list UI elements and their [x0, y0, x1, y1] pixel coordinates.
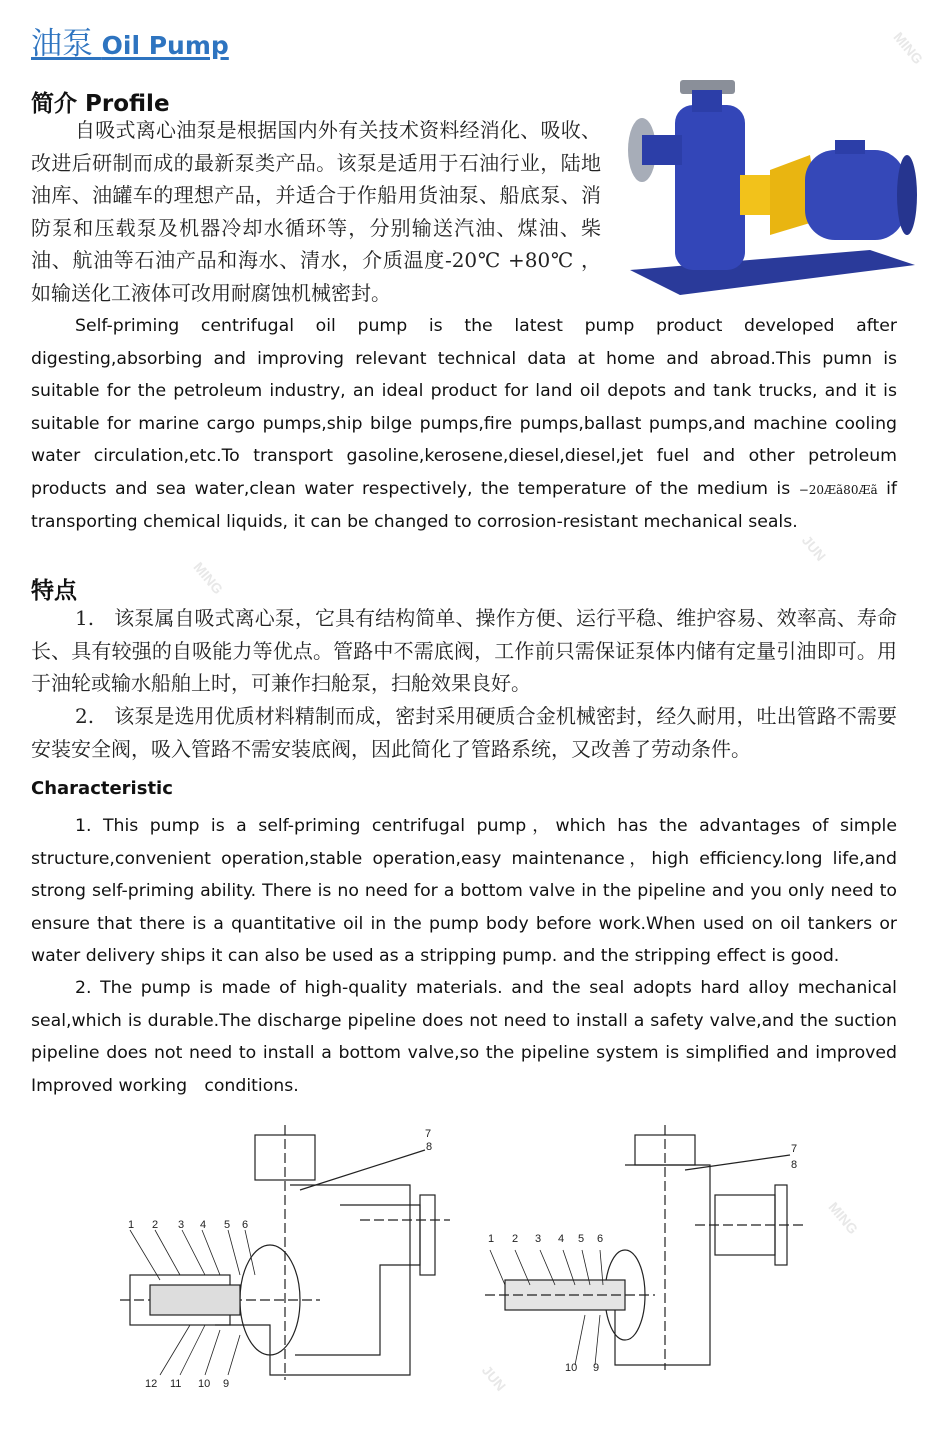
part-label: 11 — [170, 1378, 182, 1390]
part-label: 1 — [128, 1219, 135, 1231]
feature-item: 1. 该泵属自吸式离心泵，它具有结构简单、操作方便、运行平稳、维护容易、效率高、寿命长、具有较强的自吸能力等优点。管路中不需底阀，工作前只需保证泵体内储有定量引油即可。用于油轮或输水船舶上时，可兼作扫舱泵，扫舱效果良好。 — [31, 606, 897, 695]
part-label: 8 — [791, 1159, 798, 1171]
part-label: 2 — [152, 1219, 159, 1231]
part-label: 7 — [791, 1143, 798, 1155]
part-label: 2 — [512, 1233, 519, 1245]
part-label: 4 — [200, 1219, 207, 1231]
feature-item: 2. 该泵是选用优质材料精制而成，密封采用硬质合金机械密封，经久耐用，吐出管路不需要安装安全阀，吸入管路不需安装底阀，因此简化了管路系统，又改善了劳动条件。 — [31, 704, 897, 761]
profile-en-text: Self-priming centrifugal oil pump is the latest pump product developed after digesting,absorbing and improving relevant technical data at home and abroad.This pumn is suitable for the petroleum industry, an ideal product for land oil depots and tank trucks, and it is suitable for marine cargo pumps,ship bilge pumps,fire pumps,ballast pumps,and machine cooling water circulation,etc.To transport gasoline,kerosene,diesel,diesel,jet fuel and other petroleum products and sea water,clean water respectively, the temperature of the medium is −20Æã80Æã if transporting chemical liquids, it can be changed to corrosion-resistant mechanical seals. — [31, 316, 897, 532]
part-label: 7 — [425, 1128, 432, 1140]
part-label: 6 — [242, 1219, 249, 1231]
characteristic-item: 1. This pump is a self-priming centrifugal pump，which has the advantages of simple structure,convenient operation,stable operation,easy maintenance，high efficiency.long life,and strong self-priming ability. There is no need for a bottom valve in the pipeline and you only need to ensure that there is a quantitative oil in the pump body before work.When used on oil tankers or water delivery ships it can also be used as a stripping pump. and the stripping effect is good. — [31, 816, 897, 966]
profile-zh-text: 自吸式离心油泵是根据国内外有关技术资料经消化、吸收、改进后研制而成的最新泵类产品。该泵是适用于石油行业，陆地油库、油罐车的理想产品，并适合于作船用货油泵、船底泵、消防泵和压载泵及机器冷却水循环等，分别输送汽油、煤油、柴油、航油等石油产品和海水、清水，介质温度-20℃ +80℃ ，如输送化工液体可改用耐腐蚀机械密封。 — [31, 118, 601, 305]
part-label: 8 — [426, 1141, 433, 1153]
part-label: 6 — [597, 1233, 604, 1245]
right-section-diagram — [485, 1125, 815, 1375]
left-section-diagram — [120, 1125, 460, 1390]
part-label: 12 — [145, 1378, 158, 1390]
oil-pump-photo — [620, 80, 920, 305]
part-label: 5 — [224, 1219, 231, 1231]
part-label: 10 — [198, 1378, 211, 1390]
characteristic-item: 2. The pump is made of high-quality materials. and the seal adopts hard alloy mechanical seal,which is durable.The discharge pipeline does not need to install a safety valve,and the suction pipeline does not need to install a bottom valve,so the pipeline system is simplified and improved Improved working conditions. — [31, 978, 897, 1096]
watermark: MING — [825, 1198, 862, 1238]
watermark: MING — [190, 558, 227, 598]
profile-heading: 简介 Profile — [31, 91, 170, 117]
watermark: JUN — [478, 1362, 510, 1394]
part-label: 3 — [178, 1219, 185, 1231]
watermark: JUN — [798, 532, 830, 564]
part-label: 5 — [578, 1233, 585, 1245]
features-heading: 特点 — [31, 578, 77, 604]
part-label: 4 — [558, 1233, 565, 1245]
part-label: 9 — [593, 1362, 600, 1374]
part-label: 10 — [565, 1362, 578, 1374]
part-label: 1 — [488, 1233, 495, 1245]
part-label: 3 — [535, 1233, 542, 1245]
part-label: 9 — [223, 1378, 230, 1390]
page-title: 油泵 Oil Pump — [31, 26, 229, 61]
characteristic-heading: Characteristic — [31, 778, 173, 799]
watermark: MING — [890, 28, 927, 68]
